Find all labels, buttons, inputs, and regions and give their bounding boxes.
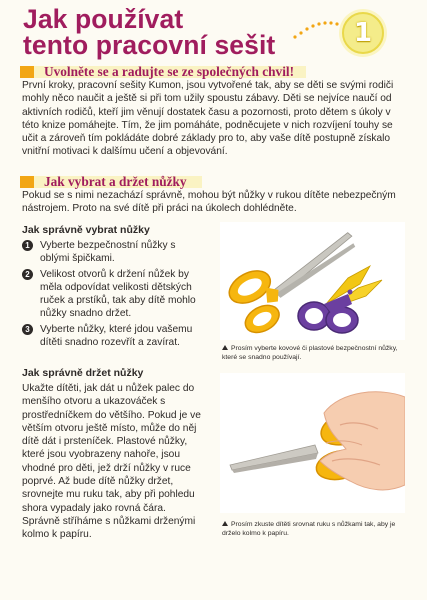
hold-paragraph [22,382,202,542]
list-item [22,323,202,350]
hold-text: Ukažte dítěti, jak dát u nůžek palec do menšího otvoru a ukazováček s prostředníčkem do většího. Pokud je ve větším otvoru ještě místo, může do něj dítě dát i prsteníček. Plastové nůžky, které jsou vyobrazeny nahoře, jsou vhodné pro děti, jež drží nůžky v ruce poprvé. Až bude dítě nůžky držet, srovnejte mu ruku tak, aby při pohledu shora vypadaly jako rovná čára. Správně stříháme s nůžkami drženými kolmo k papíru. [22,383,201,541]
triangle-up-icon [222,521,228,526]
title-line-1: Jak používat [23,4,184,34]
safety-scissors-icon [220,222,405,340]
choose-list [22,239,202,351]
scissors-intro-text: Pokud se s nimi nezachází správně, mohou být nůžky v rukou dítěte nebezpečným nástrojem. Proto na své dítě při práci na úkolech dohlédněte. [22,190,396,215]
section-heading-relax [20,64,294,80]
intro-text: První kroky, pracovní sešity Kumon, jsou vytvořené tak, aby se děti se svými rodiči mohly něco naučit a ještě si při tom užily spoustu zábavy. Děti se nejvíce naučí od aktivních rodičů, kteří jim věnují dostatek času a pozornosti, proto dětem s úkoly v této knize pomáhejte. Tím, že jim pomáháte, podněcujete v nich rozvíjení touhy se učit a zároveň tím pokládáte dobré základy pro to, aby vaše dítě postupně získalo vnitřní motivaci k dalšímu učení a objevování. [22,80,394,158]
hand-with-scissors-icon [220,373,405,513]
hand-scissors-photo [220,373,405,513]
choose-heading: Jak správně vybrat nůžky [22,224,150,236]
scissors-intro-paragraph [22,189,408,216]
list-item-text: Vyberte nůžky, které jdou vašemu dítěti snadno rozevřít a zavírat. [40,323,193,349]
section-heading-text: Uvolněte se a radujte se ze společných chvil! [44,64,295,79]
number-bullet-icon: 2 [22,269,33,280]
caption-text: Prosím zkuste dítěti srovnat ruku s nůžkami tak, aby je drželo kolmo k papíru. [222,521,396,537]
orange-square-icon [20,66,34,78]
photo-caption [222,521,412,538]
scissors-photo [220,222,405,340]
number-badge-icon [342,12,384,54]
list-item-text: Vyberte bezpečnostní nůžky s oblými špičkami. [40,240,176,265]
section-heading-scissors [20,174,187,190]
orange-square-icon [20,176,34,188]
list-item [22,268,202,321]
intro-paragraph [22,79,408,159]
section-heading-text: Jak vybrat a držet nůžky [44,174,187,189]
list-item-text: Velikost otvorů k držení nůžek by měla odpovídat velikosti dětských ruček a prstíků, tak aby dítě mohlo nůžky snadno držet. [40,268,196,320]
triangle-up-icon [222,345,228,350]
badge-number: 1 [353,18,373,48]
dotted-path-icon [292,17,344,41]
caption-text: Prosím vyberte kovové či plastové bezpečnostní nůžky, které se snadno používají. [222,345,398,361]
list-item [22,239,202,266]
hold-heading: Jak správně držet nůžky [22,367,144,379]
photo-caption [222,345,412,362]
number-bullet-icon: 1 [22,240,33,251]
title-line-2: tento pracovní sešit [23,30,276,60]
number-bullet-icon: 3 [22,324,33,335]
page-title [23,6,275,58]
